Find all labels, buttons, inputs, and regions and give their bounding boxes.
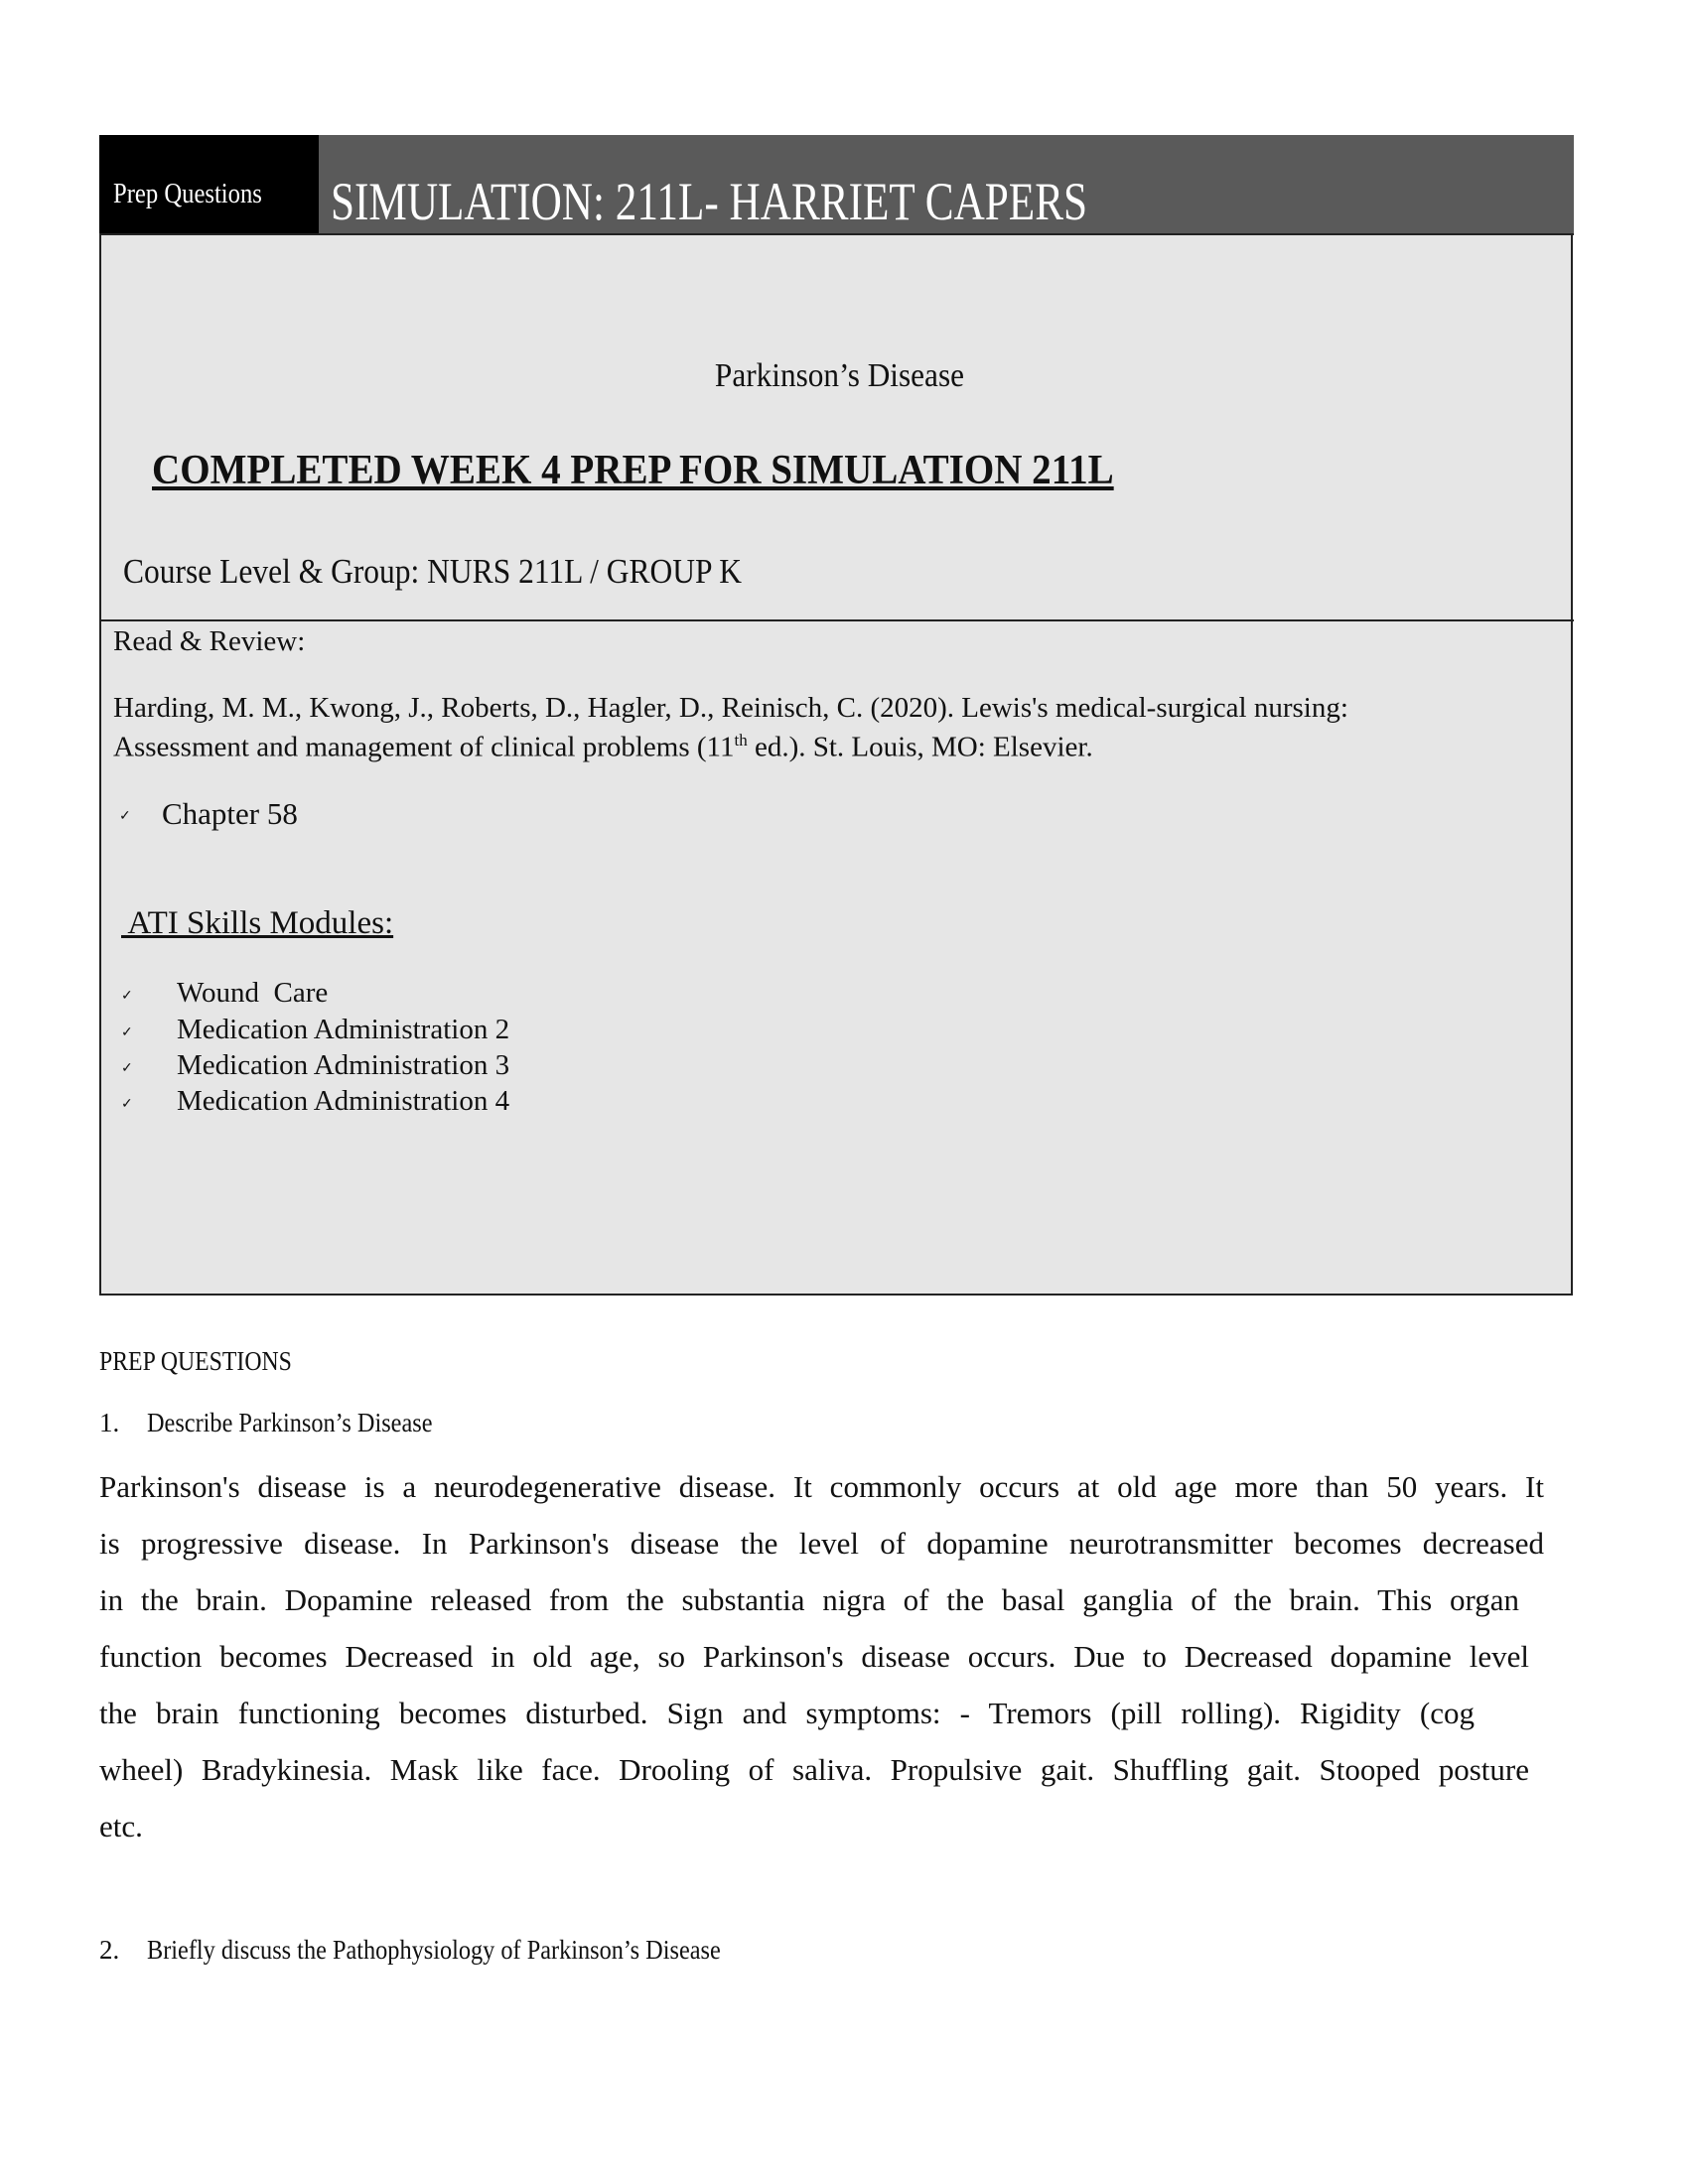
citation-text: Assessment and management of clinical problems (11 (113, 731, 735, 763)
question-1-text: Describe Parkinson’s Disease (147, 1408, 433, 1437)
answer-line: function becomes Decreased in old age, so Parkinson's disease occurs. Due to Decreased dopamine level (99, 1639, 1529, 1674)
chapter-item: Chapter 58 (162, 796, 298, 831)
read-review-label: Read & Review: (113, 625, 306, 657)
header-label-block (99, 135, 319, 233)
answer-line: wheel) Bradykinesia. Mask like face. Drooling of saliva. Propulsive gait. Shuffling gait. Stooped posture (99, 1752, 1529, 1787)
check-bullet-icon: ✓ (121, 989, 133, 1004)
ati-modules-heading: ATI Skills Modules: (121, 905, 394, 941)
header-label: Prep Questions (113, 179, 262, 209)
answer-line: is progressive disease. In Parkinson's disease the level of dopamine neurotransmitter becomes decreased (99, 1526, 1544, 1561)
citation-line-2 (113, 731, 1093, 764)
ati-module-item: Medication Administration 3 (177, 1049, 510, 1081)
answer-line: the brain functioning becomes disturbed. Sign and symptoms: - Tremors (pill rolling). Rigidity (cog (99, 1696, 1475, 1730)
course-level: Course Level & Group: NURS 211L / GROUP K (123, 552, 742, 591)
check-bullet-icon: ✓ (121, 1061, 133, 1076)
answer-line: etc. (99, 1809, 143, 1843)
topic-text: Parkinson’s Disease (714, 357, 964, 394)
check-bullet-icon: ✓ (119, 809, 131, 824)
check-bullet-icon: ✓ (121, 1025, 133, 1040)
citation-text-end: ed.). St. Louis, MO: Elsevier. (747, 731, 1093, 763)
prep-questions-heading: PREP QUESTIONS (99, 1346, 292, 1376)
ati-module-item: Wound Care (177, 977, 329, 1009)
page-title: SIMULATION: 211L- HARRIET CAPERS (331, 172, 1088, 231)
completed-title: COMPLETED WEEK 4 PREP FOR SIMULATION 211L (152, 448, 1114, 493)
citation-line-1: Harding, M. M., Kwong, J., Roberts, D., Hagler, D., Reinisch, C. (2020). Lewis's medical-surgical nursing: (113, 692, 1348, 724)
answer-line: Parkinson's disease is a neurodegenerative disease. It commonly occurs at old age more than 50 years. It (99, 1469, 1544, 1504)
citation-superscript: th (734, 731, 748, 750)
ati-module-item: Medication Administration 2 (177, 1014, 510, 1045)
section-divider (99, 619, 1574, 621)
question-2-number: 2. (99, 1935, 120, 1965)
question-1-number: 1. (99, 1408, 120, 1437)
answer-line: in the brain. Dopamine released from the substantia nigra of the basal ganglia of the brain. This organ (99, 1582, 1519, 1617)
question-2-text: Briefly discuss the Pathophysiology of Parkinson’s Disease (147, 1935, 721, 1965)
check-bullet-icon: ✓ (121, 1097, 133, 1112)
header-bar (99, 135, 1574, 235)
topic-title (0, 357, 1688, 395)
ati-module-item: Medication Administration 4 (177, 1085, 510, 1117)
